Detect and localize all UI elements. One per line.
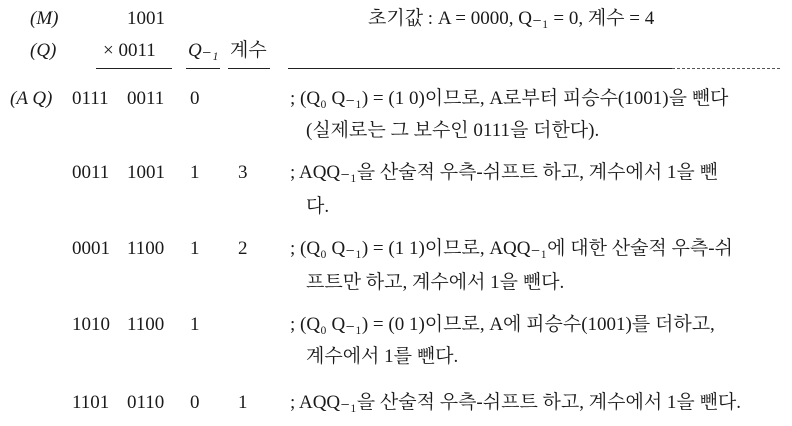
count-underline bbox=[228, 68, 270, 69]
row-a-value: 0111 bbox=[72, 88, 109, 109]
row-comment-line1: ; (Q₀ Q₋₁) = (1 0)이므로, A로부터 피승수(1001)을 뺀다 bbox=[290, 88, 729, 109]
row-count-value: 2 bbox=[238, 238, 248, 259]
q-minus-1-header: Q₋₁ bbox=[188, 40, 219, 61]
row-q-value: 0011 bbox=[127, 88, 165, 109]
multiplicand-value: 1001 bbox=[127, 8, 165, 29]
row-comment-line2: 프트만 하고, 계수에서 1을 뺀다. bbox=[306, 272, 565, 293]
count-header: 계수 bbox=[230, 40, 267, 61]
multiply-underline bbox=[96, 68, 172, 69]
multiplicand-label: (M) bbox=[30, 8, 59, 29]
row-a-value: 0001 bbox=[72, 238, 110, 259]
multiplier-label: (Q) bbox=[30, 40, 57, 61]
row-q-minus-1-value: 1 bbox=[190, 162, 200, 183]
row-q-value: 1100 bbox=[127, 238, 165, 259]
row-a-value: 1010 bbox=[72, 314, 110, 335]
initial-values: 초기값 : A = 0000, Q₋₁ = 0, 계수 = 4 bbox=[368, 8, 655, 29]
row-q-value: 0110 bbox=[127, 392, 165, 413]
row-q-value: 1100 bbox=[127, 314, 165, 335]
comment-underline-dashed bbox=[672, 68, 780, 69]
row-comment-line2: 다. bbox=[306, 196, 330, 217]
row-q-value: 1001 bbox=[127, 162, 165, 183]
row-comment-line1: ; AQQ₋₁을 산술적 우측-쉬프트 하고, 계수에서 1을 뺀다. bbox=[290, 392, 741, 413]
row-q-minus-1-value: 1 bbox=[190, 314, 200, 335]
row-q-minus-1-value: 1 bbox=[190, 238, 200, 259]
row-comment-line1: ; AQQ₋₁을 산술적 우측-쉬프트 하고, 계수에서 1을 뺀 bbox=[290, 162, 718, 183]
row-a-value: 1101 bbox=[72, 392, 110, 413]
q-minus-1-underline bbox=[186, 68, 220, 69]
row-a-value: 0011 bbox=[72, 162, 110, 183]
comment-underline bbox=[288, 68, 672, 69]
row-q-minus-1-value: 0 bbox=[190, 392, 200, 413]
row-comment-line1: ; (Q₀ Q₋₁) = (1 1)이므로, AQQ₋₁에 대한 산술적 우측-쉬 bbox=[290, 238, 733, 259]
row-count-value: 3 bbox=[238, 162, 248, 183]
aq-label: (A Q) bbox=[10, 88, 53, 109]
row-count-value: 1 bbox=[238, 392, 248, 413]
row-comment-line2: 계수에서 1를 뺀다. bbox=[306, 346, 459, 367]
row-comment-line1: ; (Q₀ Q₋₁) = (0 1)이므로, A에 피승수(1001)를 더하고, bbox=[290, 314, 715, 335]
row-q-minus-1-value: 0 bbox=[190, 88, 200, 109]
multiplier-value: × 0011 bbox=[103, 40, 156, 61]
row-comment-line2: (실제로는 그 보수인 0111을 더한다). bbox=[306, 120, 600, 141]
